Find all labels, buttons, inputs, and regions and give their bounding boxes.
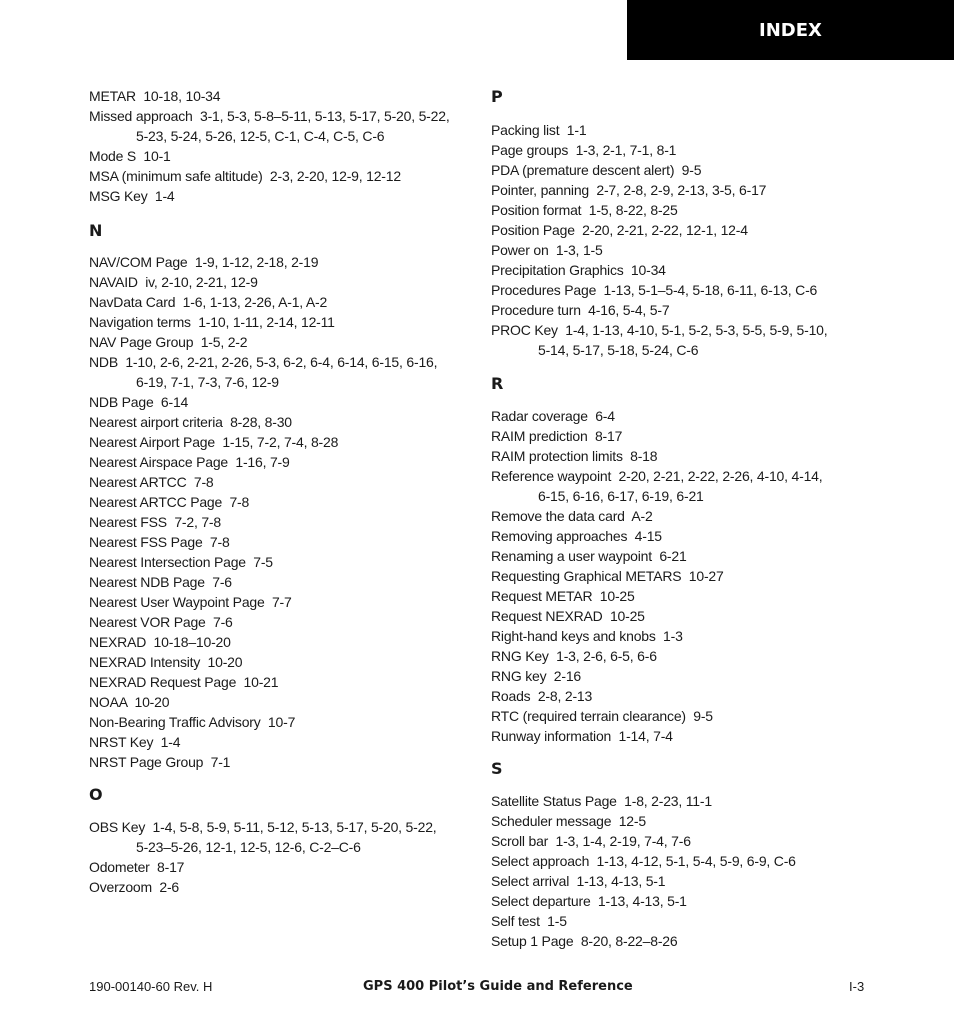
index-entry-text: Roads 2-8, 2-13 bbox=[491, 688, 593, 704]
index-entry-text: Navigation terms 1-10, 1-11, 2-14, 12-11 bbox=[89, 314, 335, 330]
index-entry-text: NAV/COM Page 1-9, 1-12, 2-18, 2-19 bbox=[89, 254, 319, 270]
index-entry-text: Precipitation Graphics 10-34 bbox=[491, 262, 666, 278]
index-entry bbox=[89, 692, 469, 712]
index-entry bbox=[89, 86, 469, 106]
index-entry-text: Remove the data card A-2 bbox=[491, 508, 653, 524]
index-entry bbox=[491, 686, 871, 706]
index-entry-text: Procedures Page 1-13, 5-1–5-4, 5-18, 6-11, 6-13, C-6 bbox=[491, 282, 818, 298]
index-entry-text: Nearest Intersection Page 7-5 bbox=[89, 554, 273, 570]
section-letter: R bbox=[491, 374, 504, 393]
index-entry bbox=[491, 220, 871, 240]
index-entry bbox=[89, 272, 469, 292]
index-entry-text: Pointer, panning 2-7, 2-8, 2-9, 2-13, 3-5, 6-17 bbox=[491, 182, 767, 198]
index-entry-text: RNG Key 1-3, 2-6, 6-5, 6-6 bbox=[491, 648, 657, 664]
index-entry-text: METAR 10-18, 10-34 bbox=[89, 88, 221, 104]
index-entry bbox=[89, 672, 469, 692]
index-entry bbox=[491, 931, 871, 951]
index-entry bbox=[491, 320, 871, 360]
index-entry-text: Setup 1 Page 8-20, 8-22–8-26 bbox=[491, 933, 678, 949]
index-entry bbox=[89, 752, 469, 772]
index-entry bbox=[491, 851, 871, 871]
index-entry-text: Procedure turn 4-16, 5-4, 5-7 bbox=[491, 302, 670, 318]
index-entry bbox=[491, 871, 871, 891]
index-entry bbox=[491, 566, 871, 586]
index-entry-text: Missed approach 3-1, 5-3, 5-8–5-11, 5-13, 5-17, 5-20, 5-22, bbox=[89, 108, 450, 124]
index-entry-text: Requesting Graphical METARS 10-27 bbox=[491, 568, 724, 584]
index-entry bbox=[89, 472, 469, 492]
index-entry-text: Packing list 1-1 bbox=[491, 122, 587, 138]
index-entry bbox=[89, 632, 469, 652]
index-entry-text: Nearest Airspace Page 1-16, 7-9 bbox=[89, 454, 290, 470]
index-entry-text: Nearest Airport Page 1-15, 7-2, 7-4, 8-28 bbox=[89, 434, 339, 450]
index-entry-text: Nearest User Waypoint Page 7-7 bbox=[89, 594, 292, 610]
index-entry bbox=[89, 592, 469, 612]
index-entry-text: RNG key 2-16 bbox=[491, 668, 581, 684]
index-entry bbox=[491, 506, 871, 526]
index-entry bbox=[89, 552, 469, 572]
index-entry bbox=[491, 240, 871, 260]
index-entry bbox=[89, 857, 469, 877]
index-entry bbox=[491, 811, 871, 831]
index-entry-text: Nearest ARTCC 7-8 bbox=[89, 474, 214, 490]
index-entry-text: NEXRAD 10-18–10-20 bbox=[89, 634, 231, 650]
index-entry bbox=[89, 292, 469, 312]
index-entry bbox=[491, 300, 871, 320]
index-entry-text: Non-Bearing Traffic Advisory 10-7 bbox=[89, 714, 296, 730]
index-entry bbox=[89, 312, 469, 332]
index-entry-text: NEXRAD Intensity 10-20 bbox=[89, 654, 243, 670]
index-entry-text: NAV Page Group 1-5, 2-2 bbox=[89, 334, 248, 350]
index-entry-text: NEXRAD Request Page 10-21 bbox=[89, 674, 279, 690]
section-letter: S bbox=[491, 759, 503, 778]
index-entry bbox=[89, 186, 469, 206]
index-entry bbox=[89, 452, 469, 472]
footer-title: GPS 400 Pilot’s Guide and Reference bbox=[363, 979, 633, 994]
index-entry-text: Reference waypoint 2-20, 2-21, 2-22, 2-26, 4-10, 4-14, bbox=[491, 468, 823, 484]
index-entry-text: MSA (minimum safe altitude) 2-3, 2-20, 12-9, 12-12 bbox=[89, 168, 401, 184]
index-entry-text: OBS Key 1-4, 5-8, 5-9, 5-11, 5-12, 5-13, 5-17, 5-20, 5-22, bbox=[89, 819, 437, 835]
index-entry-continuation: 5-23, 5-24, 5-26, 12-5, C-1, C-4, C-5, C-6 bbox=[136, 128, 385, 144]
index-entry-text: Select arrival 1-13, 4-13, 5-1 bbox=[491, 873, 666, 889]
index-entry-text: Select departure 1-13, 4-13, 5-1 bbox=[491, 893, 687, 909]
index-entry bbox=[491, 706, 871, 726]
index-entry-text: NavData Card 1-6, 1-13, 2-26, A-1, A-2 bbox=[89, 294, 328, 310]
index-entry-text: Overzoom 2-6 bbox=[89, 879, 179, 895]
index-entry bbox=[491, 180, 871, 200]
index-entry-text: Nearest airport criteria 8-28, 8-30 bbox=[89, 414, 292, 430]
index-entry bbox=[89, 146, 469, 166]
index-entry-text: PDA (premature descent alert) 9-5 bbox=[491, 162, 702, 178]
index-entry bbox=[491, 406, 871, 426]
index-entry-continuation: 6-19, 7-1, 7-3, 7-6, 12-9 bbox=[136, 374, 279, 390]
index-entry bbox=[89, 572, 469, 592]
index-entry bbox=[491, 260, 871, 280]
index-entry-continuation: 5-14, 5-17, 5-18, 5-24, C-6 bbox=[538, 342, 699, 358]
index-entry bbox=[89, 332, 469, 352]
index-entry-text: Mode S 10-1 bbox=[89, 148, 171, 164]
index-entry-text: Position format 1-5, 8-22, 8-25 bbox=[491, 202, 678, 218]
index-entry-text: PROC Key 1-4, 1-13, 4-10, 5-1, 5-2, 5-3, 5-5, 5-9, 5-10, bbox=[491, 322, 828, 338]
index-entry bbox=[89, 712, 469, 732]
index-entry-text: NRST Page Group 7-1 bbox=[89, 754, 231, 770]
index-entry-text: NRST Key 1-4 bbox=[89, 734, 181, 750]
index-entry bbox=[491, 666, 871, 686]
section-letter: O bbox=[89, 785, 103, 804]
footer-page-number: I-3 bbox=[849, 979, 865, 994]
index-entry-text: NOAA 10-20 bbox=[89, 694, 170, 710]
index-entry bbox=[89, 432, 469, 452]
index-entry bbox=[89, 732, 469, 752]
index-entry-text: Position Page 2-20, 2-21, 2-22, 12-1, 12-4 bbox=[491, 222, 748, 238]
footer-doc-number: 190-00140-60 Rev. H bbox=[89, 979, 213, 994]
index-entry bbox=[491, 426, 871, 446]
index-entry bbox=[491, 911, 871, 931]
index-entry-text: MSG Key 1-4 bbox=[89, 188, 175, 204]
index-tab-title: INDEX bbox=[759, 19, 822, 41]
section-letter: N bbox=[89, 221, 103, 240]
index-entry bbox=[491, 160, 871, 180]
index-entry bbox=[491, 606, 871, 626]
index-entry-text: Request METAR 10-25 bbox=[491, 588, 635, 604]
index-entry-text: Runway information 1-14, 7-4 bbox=[491, 728, 673, 744]
index-entry-text: Removing approaches 4-15 bbox=[491, 528, 662, 544]
index-entry bbox=[89, 877, 469, 897]
index-entry bbox=[491, 586, 871, 606]
index-entry-text: Power on 1-3, 1-5 bbox=[491, 242, 603, 258]
index-entry-text: Satellite Status Page 1-8, 2-23, 11-1 bbox=[491, 793, 712, 809]
index-entry bbox=[491, 466, 871, 506]
index-entry-text: Self test 1-5 bbox=[491, 913, 567, 929]
index-entry bbox=[89, 652, 469, 672]
index-entry-text: NAVAID iv, 2-10, 2-21, 12-9 bbox=[89, 274, 258, 290]
section-letter: P bbox=[491, 87, 503, 106]
index-entry bbox=[491, 280, 871, 300]
index-entry bbox=[89, 412, 469, 432]
index-entry bbox=[491, 626, 871, 646]
index-entry-text: Radar coverage 6-4 bbox=[491, 408, 615, 424]
index-entry bbox=[491, 791, 871, 811]
index-entry bbox=[491, 526, 871, 546]
index-entry bbox=[491, 446, 871, 466]
index-entry bbox=[89, 492, 469, 512]
index-entry bbox=[491, 646, 871, 666]
index-entry bbox=[89, 532, 469, 552]
index-entry-text: Scroll bar 1-3, 1-4, 2-19, 7-4, 7-6 bbox=[491, 833, 691, 849]
index-entry-text: Nearest FSS 7-2, 7-8 bbox=[89, 514, 221, 530]
index-entry-text: Nearest FSS Page 7-8 bbox=[89, 534, 230, 550]
index-entry-continuation: 6-15, 6-16, 6-17, 6-19, 6-21 bbox=[538, 488, 704, 504]
index-entry bbox=[89, 817, 469, 857]
index-entry-text: Select approach 1-13, 4-12, 5-1, 5-4, 5-9, 6-9, C-6 bbox=[491, 853, 796, 869]
index-entry-text: Scheduler message 12-5 bbox=[491, 813, 646, 829]
index-entry-text: Right-hand keys and knobs 1-3 bbox=[491, 628, 683, 644]
index-entry-text: Renaming a user waypoint 6-21 bbox=[491, 548, 687, 564]
index-entry-text: Nearest NDB Page 7-6 bbox=[89, 574, 232, 590]
index-entry bbox=[89, 252, 469, 272]
index-entry-text: NDB 1-10, 2-6, 2-21, 2-26, 5-3, 6-2, 6-4, 6-14, 6-15, 6-16, bbox=[89, 354, 438, 370]
index-entry bbox=[491, 726, 871, 746]
index-entry-text: NDB Page 6-14 bbox=[89, 394, 189, 410]
index-entry bbox=[491, 891, 871, 911]
index-entry bbox=[491, 120, 871, 140]
index-entry-text: Nearest ARTCC Page 7-8 bbox=[89, 494, 250, 510]
index-entry bbox=[491, 831, 871, 851]
index-entry bbox=[89, 166, 469, 186]
index-entry bbox=[89, 612, 469, 632]
index-entry-text: RTC (required terrain clearance) 9-5 bbox=[491, 708, 713, 724]
index-entry-text: Request NEXRAD 10-25 bbox=[491, 608, 645, 624]
index-entry-text: Page groups 1-3, 2-1, 7-1, 8-1 bbox=[491, 142, 677, 158]
index-entry bbox=[89, 352, 469, 392]
index-entry-continuation: 5-23–5-26, 12-1, 12-5, 12-6, C-2–C-6 bbox=[136, 839, 361, 855]
index-entry bbox=[491, 546, 871, 566]
index-entry bbox=[89, 106, 469, 146]
index-entry bbox=[89, 392, 469, 412]
index-entry-text: Odometer 8-17 bbox=[89, 859, 185, 875]
index-entry bbox=[491, 140, 871, 160]
index-tab bbox=[627, 0, 954, 60]
index-entry-text: RAIM protection limits 8-18 bbox=[491, 448, 658, 464]
index-entry bbox=[491, 200, 871, 220]
index-entry-text: RAIM prediction 8-17 bbox=[491, 428, 623, 444]
index-entry-text: Nearest VOR Page 7-6 bbox=[89, 614, 233, 630]
index-entry bbox=[89, 512, 469, 532]
